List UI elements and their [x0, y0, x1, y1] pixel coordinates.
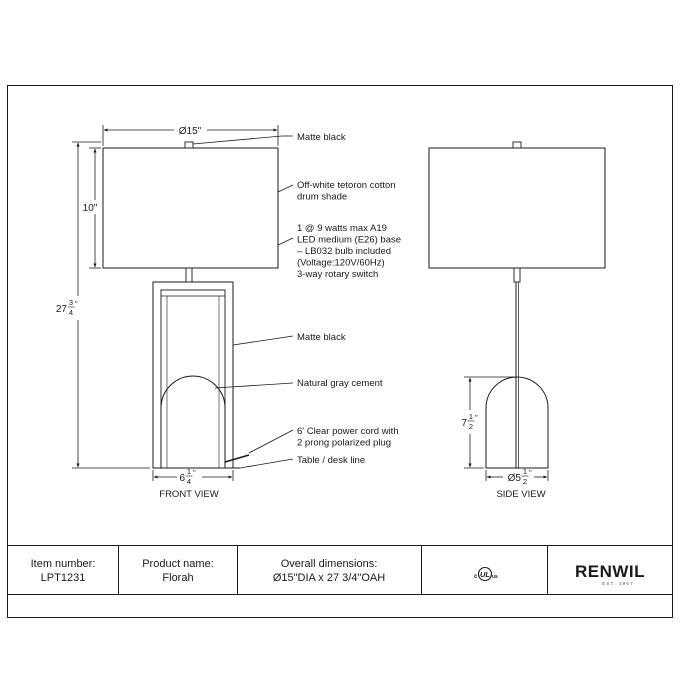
overall-height-whole: 27 — [55, 304, 67, 315]
front-lamp-shade — [103, 148, 278, 268]
item-number-value: LPT1231 — [40, 572, 86, 584]
side-finial — [513, 142, 521, 148]
base-width-whole: 6 — [179, 473, 185, 484]
front-outer-frame — [153, 282, 233, 468]
item-number-label: Item number: — [30, 558, 96, 570]
callout-finial: Matte black — [297, 132, 346, 143]
base-width-unit: " — [193, 468, 196, 477]
base-width-numerator: 1 — [186, 467, 192, 476]
svg-text:us: us — [492, 574, 498, 580]
front-finial — [185, 142, 193, 148]
side-cement-base — [486, 377, 548, 468]
brand-tagline: EST. 1967 — [602, 581, 634, 586]
product-name-label: Product name: — [142, 558, 214, 570]
front-cement-arch — [161, 376, 225, 468]
title-block — [8, 546, 673, 595]
base-width-denominator: 4 — [186, 477, 192, 486]
brand-name: RENWIL — [574, 562, 646, 581]
side-dimensions — [461, 377, 548, 500]
callout-shade: Off-white tetoron cotton drum shade — [297, 180, 396, 203]
sheet-border — [8, 86, 673, 618]
side-lamp-shade — [429, 148, 605, 268]
product-name-value: Florah — [162, 572, 194, 584]
side-width-prefix: Ø5 — [507, 473, 521, 484]
callout-table: Table / desk line — [297, 455, 366, 466]
shade-diameter-dim: Ø15" — [178, 126, 202, 137]
callouts — [297, 132, 404, 466]
side-height-whole: 7 — [461, 418, 467, 429]
front-view-drawing — [103, 142, 278, 468]
overall-height-numerator: 3 — [68, 298, 74, 307]
overall-height-denominator: 4 — [68, 308, 74, 317]
front-neck — [186, 268, 192, 282]
callout-frame: Matte black — [297, 332, 346, 343]
side-width-denominator: 2 — [522, 477, 528, 486]
side-width-unit: " — [529, 468, 532, 477]
callout-base: Natural gray cement — [297, 378, 383, 389]
overall-dimensions-label: Overall dimensions: — [280, 558, 378, 570]
side-view-label: SIDE VIEW — [496, 489, 546, 500]
front-power-cord — [225, 455, 249, 462]
side-height-unit: " — [475, 413, 478, 422]
svg-text:UL: UL — [480, 570, 490, 579]
overall-dimensions-value: Ø15"DIA x 27 3/4"OAH — [272, 572, 386, 584]
front-view-label: FRONT VIEW — [159, 489, 219, 500]
callout-bulb: 1 @ 9 watts max A19 LED medium (E26) base – LB032 bulb included (Voltage:120V/60Hz) 3-way rotary switch — [297, 223, 402, 280]
side-width-numerator: 1 — [522, 467, 528, 476]
side-height-numerator: 1 — [468, 412, 474, 421]
front-inner-frame — [161, 290, 225, 468]
side-height-denominator: 2 — [468, 422, 474, 431]
svg-text:c: c — [474, 574, 478, 580]
side-neck — [514, 268, 520, 282]
callout-cord: 6' Clear power cord with 2 prong polarized plug — [297, 426, 399, 449]
overall-height-unit: " — [75, 299, 78, 308]
renwil-logo — [575, 562, 645, 586]
shade-height-dim: 10" — [82, 203, 98, 214]
side-view-drawing — [429, 142, 605, 468]
ul-certification-icon — [474, 568, 498, 581]
